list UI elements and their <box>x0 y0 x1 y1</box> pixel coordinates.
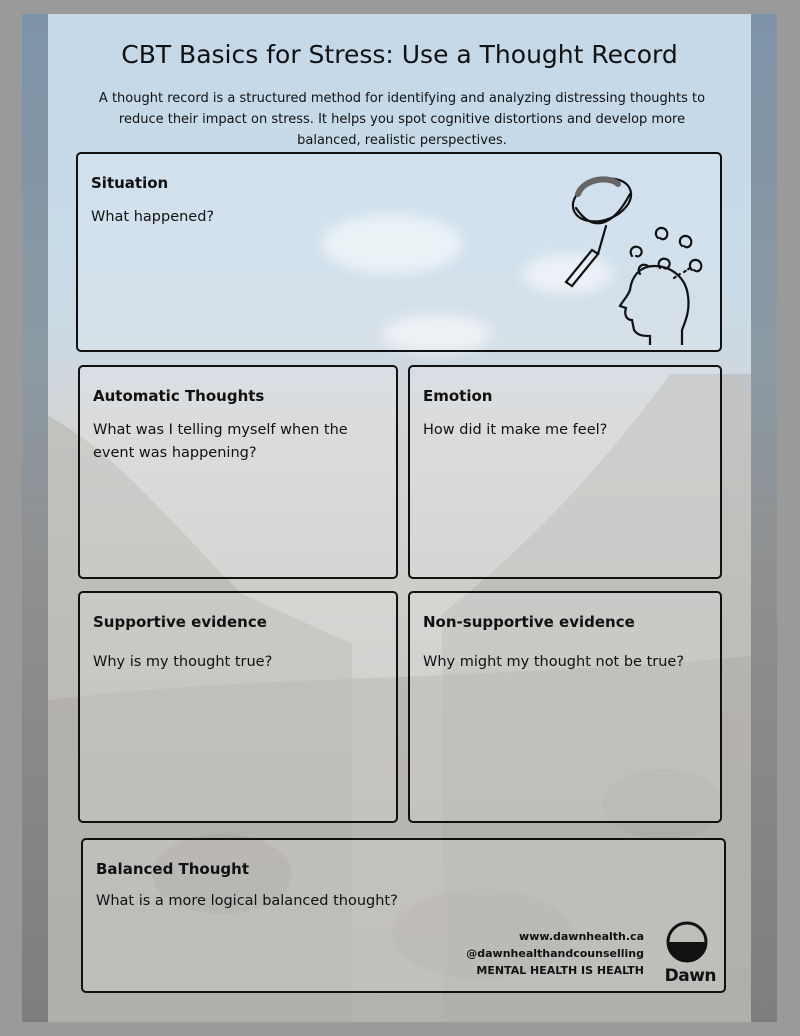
emotion-heading: Emotion <box>423 387 493 405</box>
situation-heading: Situation <box>91 174 169 192</box>
automatic-thoughts-heading: Automatic Thoughts <box>93 387 265 405</box>
supportive-evidence-box[interactable] <box>78 591 398 823</box>
worksheet-page <box>22 14 777 1022</box>
situation-box[interactable] <box>76 152 722 352</box>
brand-name: Dawn <box>664 966 716 986</box>
non-supportive-evidence-prompt: Why might my thought not be true? <box>423 654 685 670</box>
tagline: MENTAL HEALTH IS HEALTH <box>476 964 644 977</box>
social-handle[interactable]: @dawnhealthandcounselling <box>466 947 644 960</box>
supportive-evidence-heading: Supportive evidence <box>93 613 267 631</box>
balanced-thought-prompt: What is a more logical balanced thought? <box>96 893 398 909</box>
left-border-strip <box>22 14 48 1022</box>
non-supportive-evidence-heading: Non-supportive evidence <box>423 613 635 631</box>
footer-contact <box>466 928 644 979</box>
balanced-thought-heading: Balanced Thought <box>96 860 250 878</box>
emotion-prompt: How did it make me feel? <box>423 422 608 438</box>
balanced-thought-box[interactable] <box>81 838 726 993</box>
right-border-strip <box>751 14 777 1022</box>
automatic-thoughts-box[interactable] <box>78 365 398 579</box>
website-link[interactable]: www.dawnhealth.ca <box>519 930 644 943</box>
emotion-box[interactable] <box>408 365 722 579</box>
page-title: CBT Basics for Stress: Use a Thought Record <box>121 40 678 69</box>
automatic-thoughts-prompt: What was I telling myself when the event was happening? <box>93 422 348 461</box>
situation-prompt: What happened? <box>91 209 215 225</box>
intro-paragraph: A thought record is a structured method for identifying and analyzing distressing thoughts to reduce their impact on stress. It helps you spot cognitive distortions and develop more balanced, realistic perspectives. <box>98 91 706 148</box>
supportive-evidence-prompt: Why is my thought true? <box>93 654 273 670</box>
butterfly-net-head-icon <box>562 170 712 345</box>
non-supportive-evidence-box[interactable] <box>408 591 722 823</box>
